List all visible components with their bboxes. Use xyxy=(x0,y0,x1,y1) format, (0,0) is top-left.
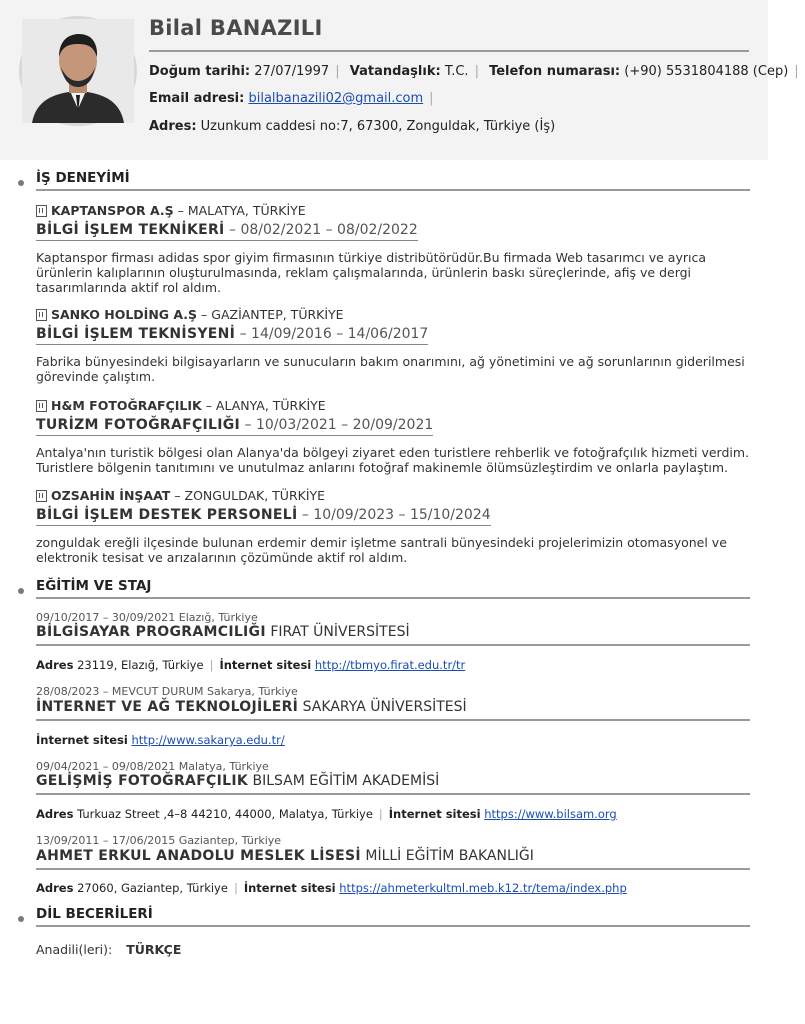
section-divider xyxy=(36,597,750,599)
website-link[interactable]: https://ahmeterkultml.meb.k12.tr/tema/index.php xyxy=(339,881,627,895)
section-bullet xyxy=(18,588,24,594)
job-company: OZSAHİN İNŞAAT – ZONGULDAK, TÜRKİYE xyxy=(36,488,325,503)
job-title: BİLGİ İŞLEM TEKNİKERİ – 08/02/2021 – 08/02/2022 xyxy=(36,222,418,241)
birth-value: 27/07/1997 xyxy=(254,64,330,79)
header-divider xyxy=(149,50,749,52)
building-icon xyxy=(36,205,47,217)
job-title: TURİZM FOTOĞRAFÇILIĞI – 10/03/2021 – 20/09/2021 xyxy=(36,417,433,436)
edu-dates: 13/09/2011 – 17/06/2015 Gaziantep, Türkiye xyxy=(36,834,282,847)
website-link[interactable]: https://www.bilsam.org xyxy=(484,807,617,821)
edu-info: Adres 23119, Elazığ, Türkiye | İnternet sitesi http://tbmyo.firat.edu.tr/tr xyxy=(36,658,466,672)
job-company: H&M FOTOĞRAFÇILIK – ALANYA, TÜRKİYE xyxy=(36,398,326,413)
birth-label: Doğum tarihi: xyxy=(149,64,251,79)
personal-info-row: Doğum tarihi: 27/07/1997 | Vatandaşlık: T.C. | Telefon numarası: (+90) 5531804188 (Cep) | xyxy=(149,64,799,79)
full-name: Bilal BANAZILI xyxy=(149,16,323,40)
email-label: Email adresi: xyxy=(149,91,245,106)
section-divider xyxy=(36,189,750,191)
edu-title: BİLGİSAYAR PROGRAMCILIĞI FIRAT ÜNİVERSİTESİ xyxy=(36,624,410,640)
education-section-title: EĞİTİM VE STAJ xyxy=(36,578,152,594)
job-description: Antalya'nın turistik bölgesi olan Alanya'da bölgeyi ziyaret eden turistlere rehberlik ve fotoğrafçılık hizmeti verdim. Turistlere bölgenin tanıtımını ve unutulmaz anlarını fotoğraf makinemle ölümsüzleştirdim ve onlarla paylaştım. xyxy=(36,445,750,475)
experience-section-title: İŞ DENEYİMİ xyxy=(36,170,130,186)
phone-label: Telefon numarası: xyxy=(489,64,621,79)
citizenship-value: T.C. xyxy=(444,64,469,79)
job-company: SANKO HOLDİNG A.Ş – GAZİANTEP, TÜRKİYE xyxy=(36,307,344,322)
edu-divider xyxy=(36,644,750,646)
profile-photo xyxy=(19,16,137,126)
native-language-value: TÜRKÇE xyxy=(126,942,182,957)
email-row: Email adresi: bilalbanazili02@gmail.com | xyxy=(149,91,434,106)
job-description: Fabrika bünyesindeki bilgisayarların ve sunucuların bakım onarımını, ağ yönetimini ve ağ sorunlarının giderilmesi görevinde çalıştım. xyxy=(36,354,745,384)
section-bullet xyxy=(18,916,24,922)
edu-info: Adres 27060, Gaziantep, Türkiye | İnternet sitesi https://ahmeterkultml.meb.k12.tr/tema/index.php xyxy=(36,881,627,895)
edu-dates: 09/10/2017 – 30/09/2021 Elazığ, Türkiye xyxy=(36,611,258,624)
edu-info: İnternet sitesi http://www.sakarya.edu.tr/ xyxy=(36,733,285,747)
address-value: Uzunkum caddesi no:7, 67300, Zonguldak, Türkiye (İş) xyxy=(200,119,556,134)
address-row xyxy=(149,119,555,134)
native-language-row xyxy=(36,942,181,957)
edu-info: Adres Turkuaz Street ,4–8 44210, 44000, Malatya, Türkiye | İnternet sitesi https://www.bilsam.org xyxy=(36,807,617,821)
edu-divider xyxy=(36,868,750,870)
edu-title: İNTERNET VE AĞ TEKNOLOJİLERİ SAKARYA ÜNİVERSİTESİ xyxy=(36,699,467,715)
citizenship-label: Vatandaşlık: xyxy=(349,64,441,79)
email-link[interactable]: bilalbanazili02@gmail.com xyxy=(248,91,424,106)
building-icon xyxy=(36,490,47,502)
website-link[interactable]: http://www.sakarya.edu.tr/ xyxy=(131,733,285,747)
phone-value: (+90) 5531804188 (Cep) xyxy=(624,64,789,79)
website-link[interactable]: http://tbmyo.firat.edu.tr/tr xyxy=(314,658,466,672)
section-divider xyxy=(36,925,750,927)
job-company: KAPTANSPOR A.Ş – MALATYA, TÜRKİYE xyxy=(36,203,306,218)
cv-header xyxy=(0,0,799,160)
edu-divider xyxy=(36,793,750,795)
job-title: BİLGİ İŞLEM TEKNİSYENİ – 14/09/2016 – 14/06/2017 xyxy=(36,326,428,345)
person-photo-icon xyxy=(22,19,134,123)
address-label: Adres: xyxy=(149,119,197,134)
job-description: Kaptanspor firması adidas spor giyim firmasının türkiye distribütörüdür.Bu firmada Web tasarımcı ve ayrıca ürünlerin kalıplarının oluşturulmasında, reklam çalışmalarında, ürünlerin baskı süreçlerinde, afiş ve dergi tasarımlarında aktif rol aldım. xyxy=(36,250,706,295)
edu-title: GELİŞMİŞ FOTOĞRAFÇILIK BILSAM EĞİTİM AKADEMİSİ xyxy=(36,773,440,789)
building-icon xyxy=(36,309,47,321)
section-bullet xyxy=(18,180,24,186)
languages-section-title: DİL BECERİLERİ xyxy=(36,906,153,922)
edu-title: AHMET ERKUL ANADOLU MESLEK LİSESİ MİLLİ EĞİTİM BAKANLIĞI xyxy=(36,848,534,864)
job-description: zonguldak ereğli ilçesinde bulunan erdemir demir işletme santrali bünyesindeki projelerimizin otomasyonel ve elektronik tesisat ve arızalarının çözümünde aktif rol aldım. xyxy=(36,535,727,565)
edu-dates: 09/04/2021 – 09/08/2021 Malatya, Türkiye xyxy=(36,760,269,773)
job-title: BİLGİ İŞLEM DESTEK PERSONELİ – 10/09/2023 – 15/10/2024 xyxy=(36,507,491,526)
edu-divider xyxy=(36,719,750,721)
building-icon xyxy=(36,400,47,412)
native-language-label: Anadili(leri): xyxy=(36,942,113,957)
edu-dates: 28/08/2023 – MEVCUT DURUM Sakarya, Türkiye xyxy=(36,685,298,698)
